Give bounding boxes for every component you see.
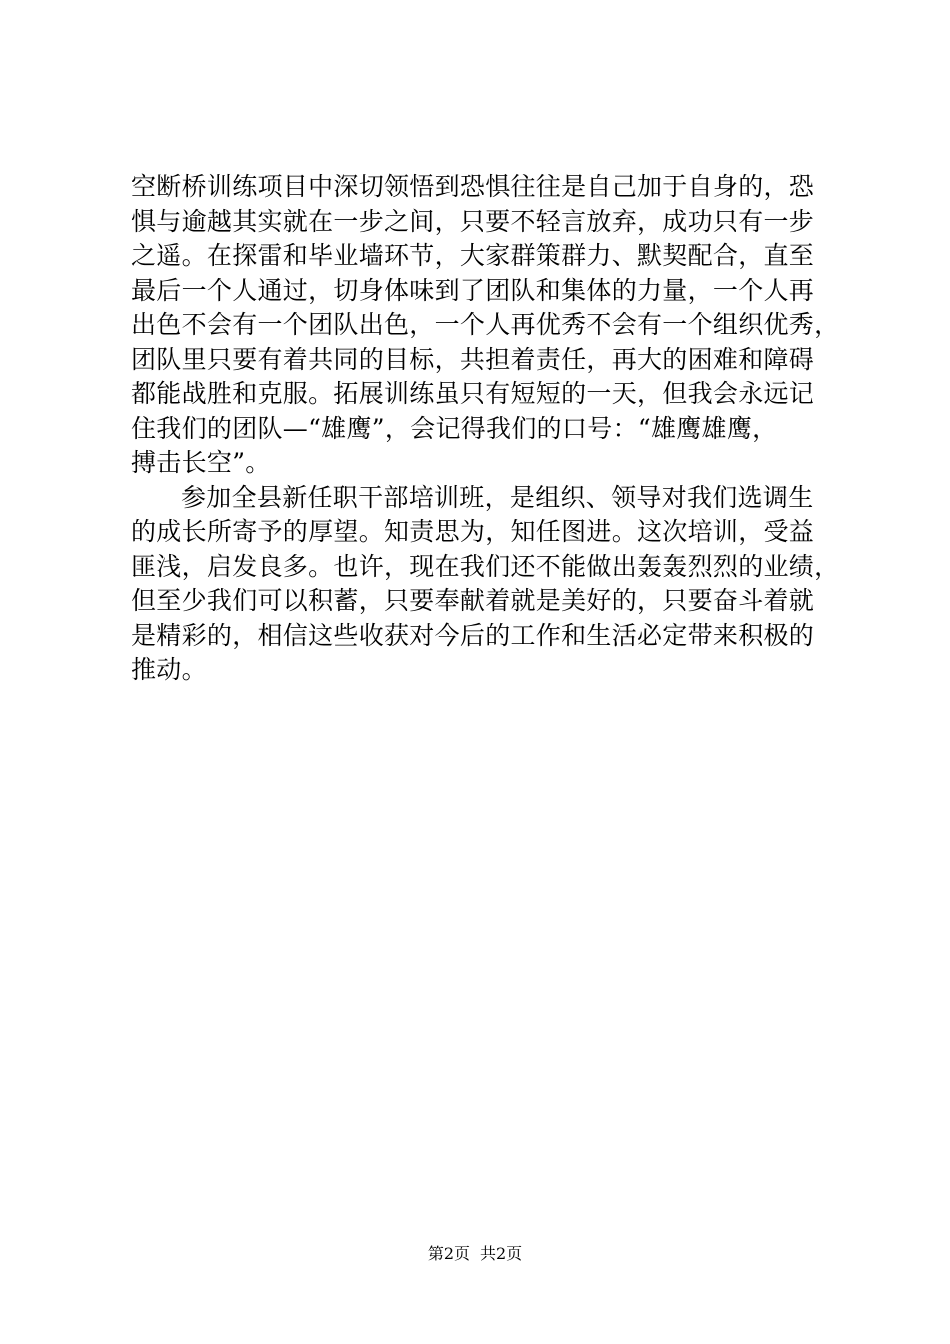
text-line: 团队里只要有着共同的目标，共担着责任，再大的困难和障碍 bbox=[131, 344, 815, 374]
text-line: 都能战胜和克服。拓展训练虽只有短短的一天，但我会永远记 bbox=[131, 379, 815, 408]
page-footer bbox=[0, 1242, 950, 1266]
paragraph-2 bbox=[131, 481, 840, 688]
paragraph-1 bbox=[131, 170, 840, 481]
text-line: 住我们的团队—“雄鹰”，会记得我们的口号：“雄鹰雄鹰， bbox=[131, 413, 778, 443]
text-line: 惧与逾越其实就在一步之间，只要不轻言放弃，成功只有一步 bbox=[131, 206, 815, 236]
page-number: 第2页 bbox=[427, 1244, 470, 1263]
text-line: 是精彩的，相信这些收获对今后的工作和生活必定带来积极的 bbox=[131, 620, 815, 650]
text-line: 但至少我们可以积蓄，只要奉献着就是美好的，只要奋斗着就 bbox=[131, 586, 815, 615]
text-line: 的成长所寄予的厚望。知责思为，知任图进。这次培训，受益 bbox=[131, 517, 815, 546]
page-total: 共2页 bbox=[480, 1244, 523, 1263]
text-line: 最后一个人通过，切身体味到了团队和集体的力量，一个人再 bbox=[131, 275, 815, 305]
document-body bbox=[131, 170, 840, 688]
text-line: 参加全县新任职干部培训班，是组织、领导对我们选调生 bbox=[181, 482, 814, 512]
text-line: 空断桥训练项目中深切领悟到恐惧往往是自己加于自身的，恐 bbox=[131, 172, 815, 201]
text-line: 出色不会有一个团队出色，一个人再优秀不会有一个组织优秀， bbox=[131, 310, 840, 339]
text-line: 搏击长空”。 bbox=[131, 448, 271, 477]
text-line: 之遥。在探雷和毕业墙环节，大家群策群力、默契配合，直至 bbox=[131, 241, 815, 270]
text-line: 匪浅，启发良多。也许，现在我们还不能做出轰轰烈烈的业绩， bbox=[131, 551, 840, 581]
text-line: 推动。 bbox=[131, 655, 207, 684]
